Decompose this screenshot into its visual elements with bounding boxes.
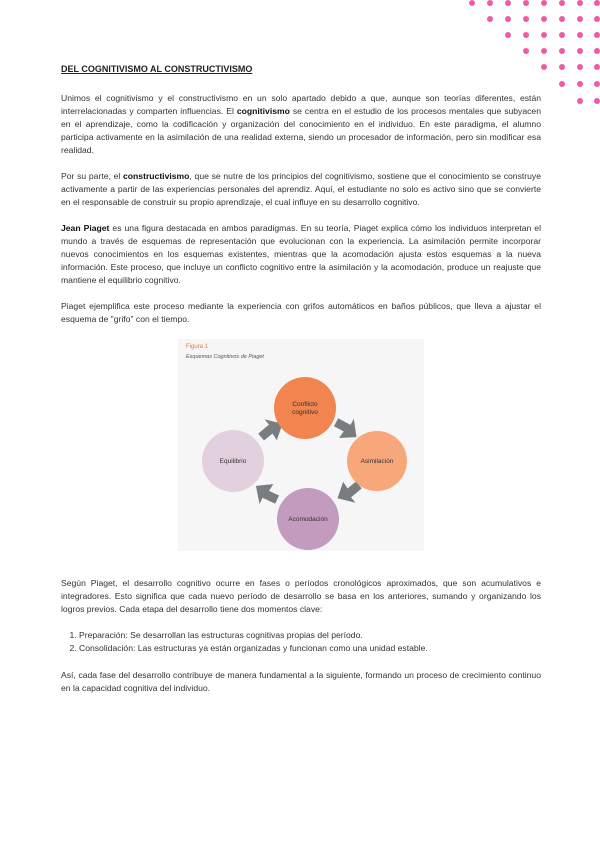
list-item: 2. Consolidación: Las estructuras ya están organizadas y funcionan como una unidad estable.: [79, 642, 541, 655]
node-label-conflict-1: Conflicto: [292, 401, 318, 408]
node-conflict: [274, 377, 336, 439]
paragraph-development-phases: Según Piaget, el desarrollo cognitivo ocurre en fases o períodos cronológicos aproximados, que son acumulativos e integradores. Esto significa que cada nuevo período de desarrollo se basa en los anteriores, sumando y organizando los logros previos. Cada etapa del desarrollo tiene dos momentos clave:: [61, 578, 541, 614]
node-label-conflict-2: cognitivo: [292, 409, 318, 416]
list-item: 1. Preparación: Se desarrollan las estructuras cognitivas propias del período.: [79, 629, 541, 642]
paragraph-faucet-example: Piaget ejemplifica este proceso mediante la experiencia con grifos automáticos en baños públicos, que lleva a ajustar el esquema de "grifo" con el tiempo.: [61, 301, 541, 324]
paragraph-conclusion: Así, cada fase del desarrollo contribuye de manera fundamental a la siguiente, formando un proceso de crecimiento continuo en la capacidad cognitiva del individuo.: [61, 670, 541, 693]
paragraph-piaget: Jean Piaget es una figura destacada en ambos paradigmas. En su teoría, Piaget explica cómo los individuos interpretan el mundo a través de esquemas de representación que evolucionan con la experiencia. La asimilación permite incorporar nuevos conocimientos en los esquemas existentes, mientras que la acomodación ajusta estos esquemas a la nueva información. Este proceso, que incluye un conflicto cognitivo entre la asimilación y la acomodación, produce un reajuste que mantiene el equilibrio cognitivo.: [61, 223, 541, 285]
figure-caption: Esquemas Cognitivos de Piaget: [186, 354, 264, 360]
section-title: DEL COGNITIVISMO AL CONSTRUCTIVISMO: [61, 64, 253, 74]
paragraph-cognitivism: Unimos el cognitivismo y el constructivismo en un solo apartado debido a que, aunque son teorías diferentes, están interrelacionadas y comparten influencias. El cognitivismo se centra en el estudio de los procesos mentales que subyacen en el aprendizaje, como la codificación y organización del conocimiento en el individuo. En este paradigma, el alumno participa activamente en la asimilación de una realidad externa, siendo un procesador de información, pero sin modificar esa realidad.: [61, 93, 541, 155]
node-label-assimilation: Asimilación: [360, 458, 394, 465]
figure-label: Figura 1: [186, 344, 209, 350]
piaget-schema-figure: [178, 339, 424, 551]
node-label-equilibrium: Equilibrio: [219, 458, 247, 465]
node-label-accommodation: Acomodación: [288, 516, 328, 523]
document-body: [61, 64, 541, 708]
paragraph-constructivism: Por su parte, el constructivismo, que se nutre de los principios del cognitivismo, sostiene que el conocimiento se construye activamente a partir de las experiencias personales del aprendiz. Aquí, el estudiante no solo es activo sino que se convierte en el responsable de construir su propio aprendizaje, el cual influye en su desarrollo cognitivo.: [61, 171, 541, 207]
key-moments-list: [61, 629, 541, 655]
